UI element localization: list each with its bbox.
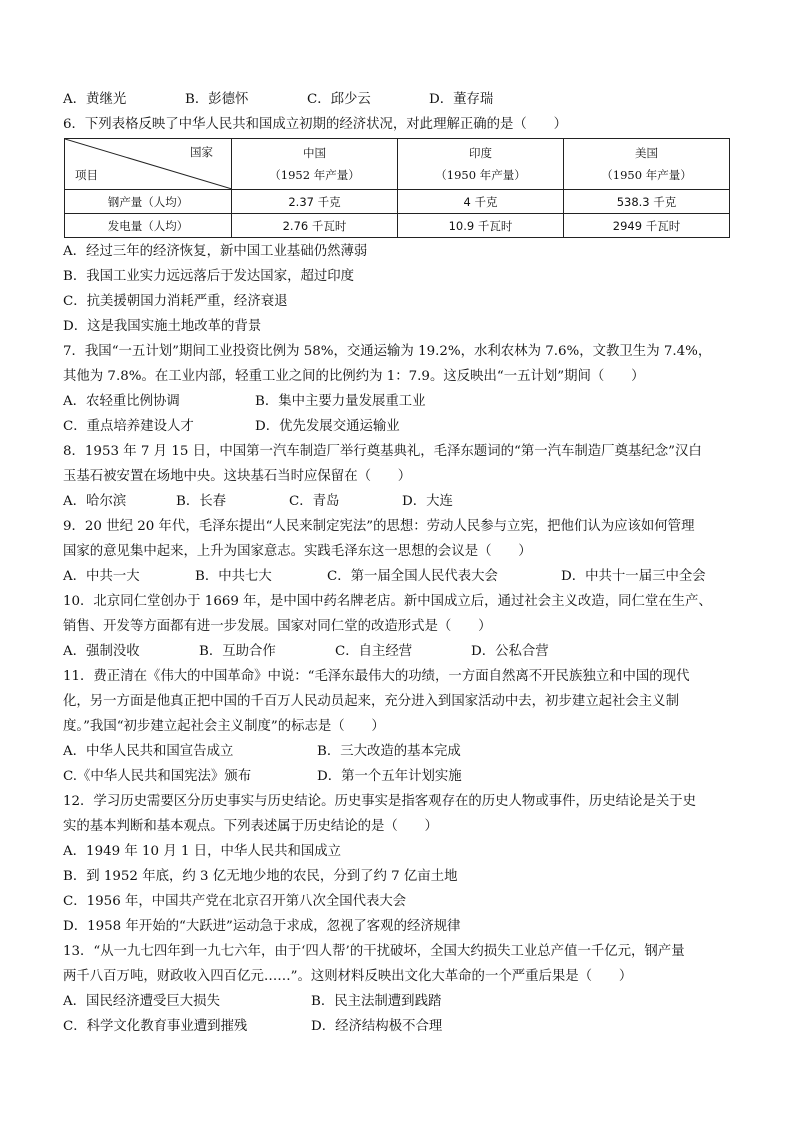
table-cell: 2.76 千瓦时 xyxy=(232,214,398,238)
q10-stem-line: 10．北京同仁堂创办于 1669 年，是中国中药名牌老店。新中国成立后，通过社会主义改造，同仁堂在生产、 xyxy=(63,594,712,609)
q12-option-c: C．1956 年，中国共产党在北京召开第八次全国代表大会 xyxy=(63,894,407,909)
q9-stem-line: 国家的意见集中起来，上升为国家意志。实践毛泽东这一思想的会议是（ ） xyxy=(63,544,532,559)
q7-option-b: B．集中主要力量发展重工业 xyxy=(255,394,426,409)
corner-top-label: 国家 xyxy=(190,145,213,159)
q11-stem-line: 11．费正清在《伟大的中国革命》中说：“毛泽东最伟大的功绩，一方面自然离不开民族独立和中国的现代 xyxy=(63,669,690,684)
q11-options-row xyxy=(63,743,461,761)
q8-option-d: D．大连 xyxy=(402,494,453,509)
q8-options xyxy=(63,493,453,511)
q10-stem-line: 销售、开发等方面都有进一步发展。国家对同仁堂的改造形式是（ ） xyxy=(63,619,492,634)
q9-options xyxy=(63,568,706,586)
row-label: 钢产量（人均） xyxy=(65,190,232,214)
q5-option-d: D．董存瑞 xyxy=(429,92,494,107)
q11-option-b: B．三大改造的基本完成 xyxy=(317,744,461,759)
table-corner-cell xyxy=(65,139,232,190)
q6-option-d: D．这是我国实施土地改革的背景 xyxy=(63,319,262,334)
q11-option-d: D．第一个五年计划实施 xyxy=(317,769,462,784)
table-cell: 2949 千瓦时 xyxy=(564,214,730,238)
q9-option-c: C．第一届全国人民代表大会 xyxy=(327,569,498,584)
column-header xyxy=(398,139,564,190)
q13-stem-line: 13．“从一九七四年到一九七六年，由于‘四人帮’的干扰破坏，全国大约损失工业总产值一千亿元，钢产量 xyxy=(63,944,685,959)
q10-option-c: C．自主经营 xyxy=(335,644,413,659)
q13-option-c: C．科学文化教育事业遭到摧残 xyxy=(63,1019,248,1034)
q10-option-a: A．强制没收 xyxy=(63,644,140,659)
column-year: （1950 年产量） xyxy=(435,168,526,182)
q6-stem: 6．下列表格反映了中华人民共和国成立初期的经济状况，对此理解正确的是（ ） xyxy=(63,117,567,132)
column-country: 中国 xyxy=(303,146,326,160)
q9-stem-line: 9．20 世纪 20 年代，毛泽东提出“人民来制定宪法”的思想：劳动人民参与立宪，把他们认为应该如何管理 xyxy=(63,519,695,534)
q10-option-d: D．公私合营 xyxy=(471,644,549,659)
corner-bottom-label: 项目 xyxy=(75,168,98,182)
q5-option-a: A．黄继光 xyxy=(63,92,127,107)
q11-option-a: A．中华人民共和国宣告成立 xyxy=(63,744,234,759)
q7-options-row xyxy=(63,393,426,411)
q7-option-a: A．农轻重比例协调 xyxy=(63,394,180,409)
q8-stem-line: 玉基石被安置在场地中央。这块基石当时应保留在（ ） xyxy=(63,469,412,484)
q11-options-row xyxy=(63,768,462,786)
table-row xyxy=(65,214,730,238)
q10-options xyxy=(63,643,549,661)
q7-stem-line: 7．我国“一五计划”期间工业投资比例为 58%，交通运输为 19.2%，水利农林为 7.6%，文教卫生为 7.4%， xyxy=(63,344,712,359)
q7-option-d: D．优先发展交通运输业 xyxy=(255,419,400,434)
q8-stem-line: 8．1953 年 7 月 15 日，中国第一汽车制造厂举行奠基典礼，毛泽东题词的“第一汽车制造厂奠基纪念”汉白 xyxy=(63,444,702,459)
q6-option-b: B．我国工业实力远远落后于发达国家，超过印度 xyxy=(63,269,355,284)
q13-option-b: B．民主法制遭到践踏 xyxy=(311,994,442,1009)
q6-option-a: A．经过三年的经济恢复，新中国工业基础仍然薄弱 xyxy=(63,244,368,259)
column-year: （1952 年产量） xyxy=(269,168,360,182)
column-country: 美国 xyxy=(635,146,658,160)
table-cell: 2.37 千克 xyxy=(232,190,398,214)
column-header xyxy=(232,139,398,190)
q13-options-row xyxy=(63,993,441,1011)
column-header xyxy=(564,139,730,190)
q13-options-row xyxy=(63,1018,442,1036)
q8-option-c: C．青岛 xyxy=(289,494,340,509)
q5-option-b: B．彭德怀 xyxy=(185,92,249,107)
q12-option-a: A．1949 年 10 月 1 日，中华人民共和国成立 xyxy=(63,844,342,859)
q6-option-c: C．抗美援朝国力消耗严重，经济衰退 xyxy=(63,294,288,309)
row-label: 发电量（人均） xyxy=(65,214,232,238)
q9-option-a: A．中共一大 xyxy=(63,569,140,584)
q12-option-d: D．1958 年开始的“大跃进”运动急于求成，忽视了客观的经济规律 xyxy=(63,919,461,934)
q7-option-c: C．重点培养建设人才 xyxy=(63,419,194,434)
q6-table xyxy=(64,138,730,238)
q13-stem-line: 两千八百万吨，财政收入四百亿元……”。这则材料反映出文化大革命的一个严重后果是（ ） xyxy=(63,969,633,984)
q5-option-c: C．邱少云 xyxy=(307,92,371,107)
column-year: （1950 年产量） xyxy=(601,168,692,182)
q9-option-d: D．中共十一届三中全会 xyxy=(561,569,706,584)
q11-stem-line: 化，另一方面是他真正把中国的千百万人民动员起来，充分进入到国家活动中去，初步建立起社会主义制 xyxy=(63,694,679,709)
q12-option-b: B．到 1952 年底，约 3 亿无地少地的农民，分到了约 7 亿亩土地 xyxy=(63,869,458,884)
q8-option-a: A．哈尔滨 xyxy=(63,494,127,509)
table-cell: 4 千克 xyxy=(398,190,564,214)
column-country: 印度 xyxy=(469,146,492,160)
q11-stem-line: 度。”我国“初步建立起社会主义制度”的标志是（ ） xyxy=(63,719,385,734)
q13-option-a: A．国民经济遭受巨大损失 xyxy=(63,994,220,1009)
q7-options-row xyxy=(63,418,400,436)
q10-option-b: B．互助合作 xyxy=(199,644,276,659)
table-cell: 10.9 千瓦时 xyxy=(398,214,564,238)
q11-option-c: C.《中华人民共和国宪法》颁布 xyxy=(63,769,252,784)
q12-stem-line: 实的基本判断和基本观点。下列表述属于历史结论的是（ ） xyxy=(63,819,438,834)
q8-option-b: B．长春 xyxy=(176,494,227,509)
table-row xyxy=(65,190,730,214)
q9-option-b: B．中共七大 xyxy=(195,569,272,584)
q12-stem-line: 12．学习历史需要区分历史事实与历史结论。历史事实是指客观存在的历史人物或事件，历史结论是关于史 xyxy=(63,794,697,809)
q7-stem-line: 其他为 7.8%。在工业内部，轻重工业之间的比例约为 1：7.9。这反映出“一五计划”期间（ ） xyxy=(63,369,645,384)
table-cell: 538.3 千克 xyxy=(564,190,730,214)
q13-option-d: D．经济结构极不合理 xyxy=(311,1019,443,1034)
q5-options xyxy=(63,91,493,109)
